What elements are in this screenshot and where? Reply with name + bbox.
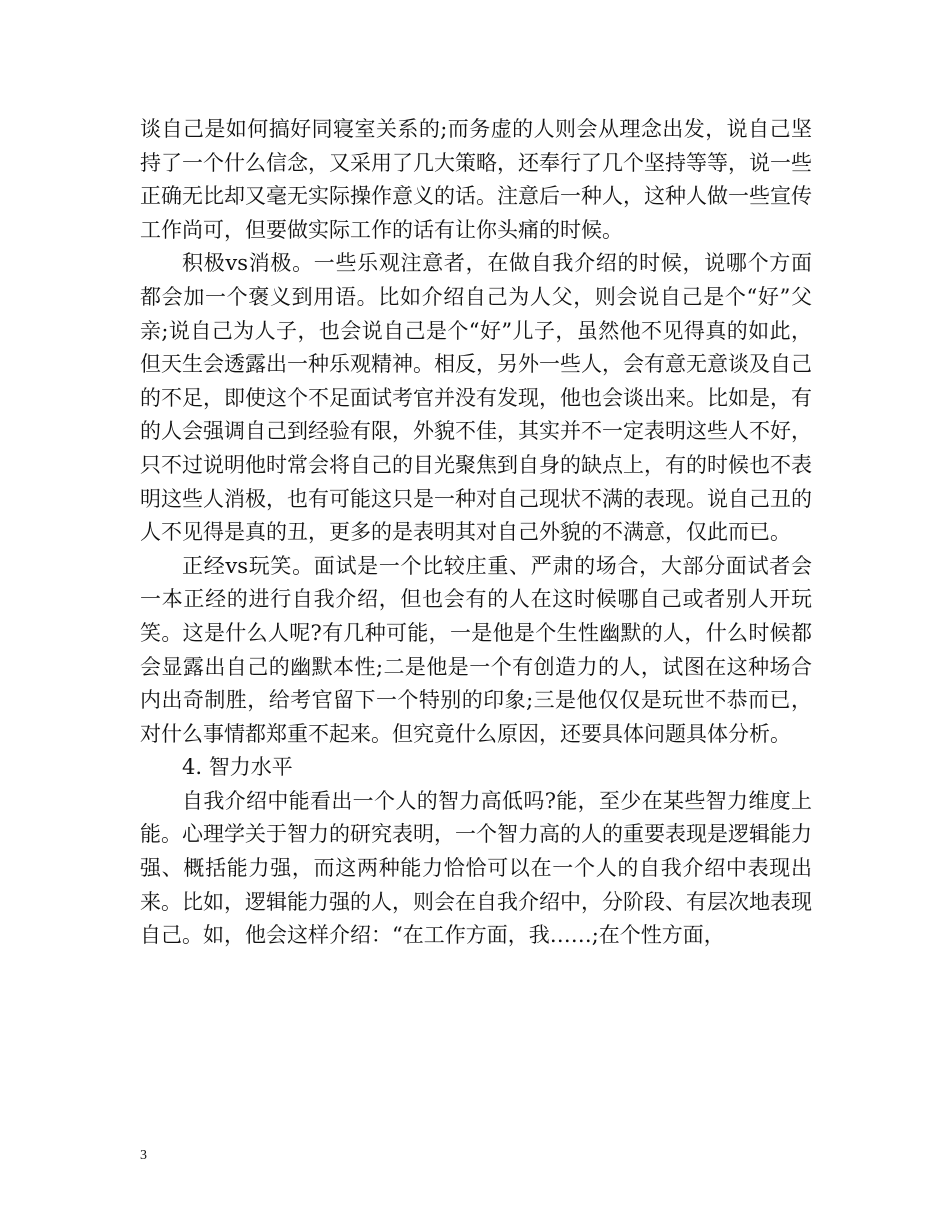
paragraph-3: 正经vs玩笑。面试是一个比较庄重、严肃的场合，大部分面试者会一本正经的进行自我介绍，但也会有的人在这时候哪自己或者别人开玩笑。这是什么人呢?有几种可能，一是他是个生性幽默的人，什么时候都会显露出自己的幽默本性;二是他是一个有创造力的人，试图在这种场合内出奇制胜，给考官留下一个特别的印象;三是他仅仅是玩世不恭而已，对什么事情都郑重不起来。但究竟什么原因，还要具体问题具体分析。	[140, 553, 812, 746]
document-body	[140, 113, 812, 953]
paragraph-1: 谈自己是如何搞好同寝室关系的;而务虚的人则会从理念出发，说自己坚持了一个什么信念，又采用了几大策略，还奉行了几个坚持等等，说一些正确无比却又毫无实际操作意义的话。注意后一种人，这种人做一些宣传工作尚可，但要做实际工作的话有让你头痛的时候。	[140, 117, 812, 242]
paragraph-5: 自我介绍中能看出一个人的智力高低吗?能，至少在某些智力维度上能。心理学关于智力的研究表明，一个智力高的人的重要表现是逻辑能力强、概括能力强，而这两种能力恰恰可以在一个人的自我介绍中表现出来。比如，逻辑能力强的人，则会在自我介绍中，分阶段、有层次地表现自己。如，他会这样介绍：“在工作方面，我……;在个性方面，	[140, 788, 812, 948]
page-number: 3	[140, 1148, 147, 1163]
section-heading: 4. 智力水平	[182, 755, 293, 780]
paragraph-2: 积极vs消极。一些乐观注意者，在做自我介绍的时候，说哪个方面都会加一个褒义到用语。比如介绍自己为人父，则会说自己是个“好”父亲;说自己为人子，也会说自己是个“好”儿子，虽然他不见得真的如此，但天生会透露出一种乐观精神。相反，另外一些人，会有意无意谈及自己的不足，即使这个不足面试考官并没有发现，他也会谈出来。比如是，有的人会强调自己到经验有限，外貌不佳，其实并不一定表明这些人不好，只不过说明他时常会将自己的目光聚焦到自身的缺点上，有的时候也不表明这些人消极，也有可能这只是一种对自己现状不满的表现。说自己丑的人不见得是真的丑，更多的是表明其对自己外貌的不满意，仅此而已。	[140, 251, 812, 545]
